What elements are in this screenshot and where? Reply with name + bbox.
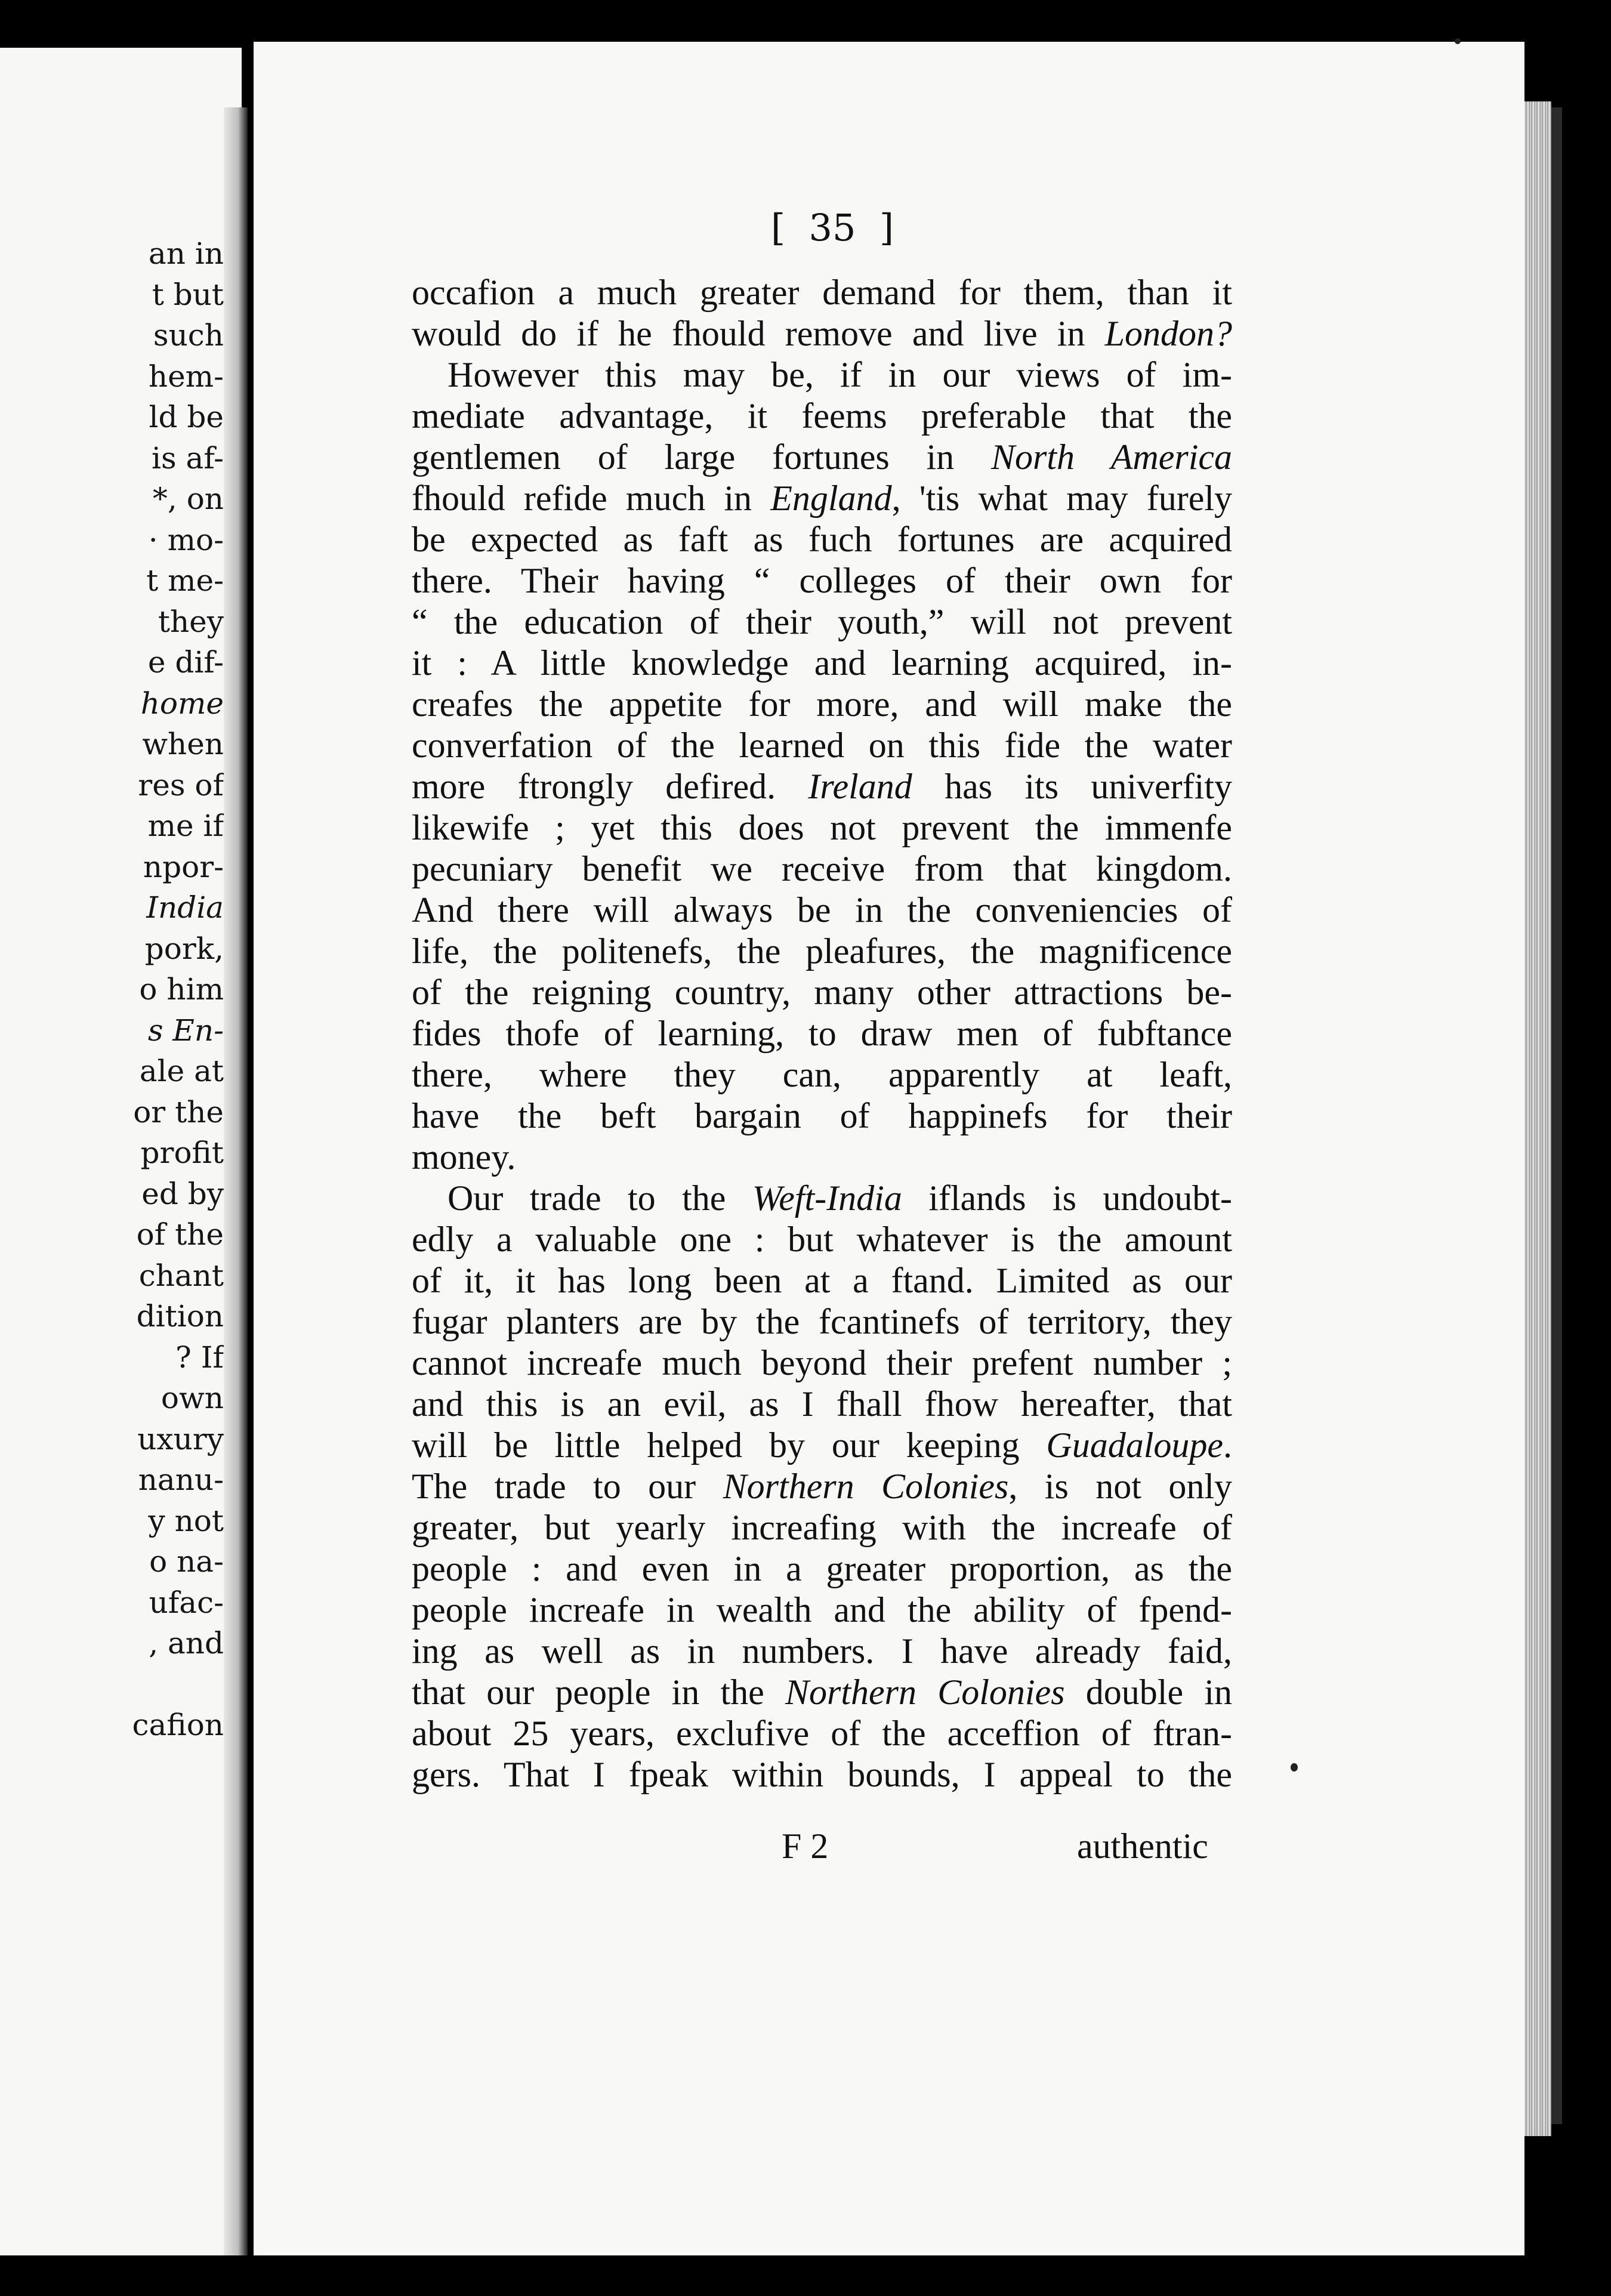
- text-line: occafion a much greater demand for them, than it: [412, 273, 1232, 312]
- text-line: pecuniary benefit we receive from that kingdom.: [412, 849, 1232, 888]
- left-page-line: res of: [138, 767, 224, 803]
- left-page-line: cafion: [132, 1708, 224, 1742]
- text-line: of it, it has long been at a ftand. Limited as our: [412, 1261, 1232, 1300]
- text-line: people increafe in wealth and the ability of fpend-: [412, 1590, 1232, 1630]
- left-page-line: y not: [148, 1503, 224, 1538]
- left-page-line: s En-: [147, 1013, 224, 1048]
- page-edge-shadow: [1551, 107, 1562, 2124]
- left-page-line: ld be: [149, 400, 224, 434]
- left-page-line: dition: [136, 1299, 224, 1334]
- text-line: more ftrongly defired. Ireland has its univerfity: [412, 767, 1232, 806]
- facing-page-left: [0, 48, 242, 2255]
- text-line: creafes the appetite for more, and will make the: [412, 684, 1232, 724]
- left-page-line: me if: [147, 808, 224, 843]
- text-line: The trade to our Northern Colonies, is not only: [412, 1467, 1232, 1506]
- left-page-line: ed by: [141, 1176, 224, 1211]
- text-line: money.: [412, 1137, 516, 1177]
- left-page-line: is af-: [152, 440, 224, 476]
- left-page-line: own: [161, 1381, 224, 1415]
- left-page-line: of the: [136, 1217, 224, 1252]
- left-page-line: · mo-: [148, 522, 224, 557]
- text-line: cannot increafe much beyond their prefent number ;: [412, 1343, 1232, 1382]
- left-page-line: pork,: [144, 931, 224, 966]
- left-page-line: or the: [133, 1094, 224, 1130]
- left-page-line: nanu-: [138, 1462, 224, 1497]
- text-line: people : and even in a greater proportion, as the: [412, 1549, 1232, 1588]
- left-page-line: hem-: [148, 359, 224, 394]
- left-page-line: home: [140, 686, 224, 721]
- text-line: Our trade to the Weft-India iflands is undoubt-: [448, 1178, 1232, 1218]
- text-line: edly a valuable one : but whatever is the amount: [412, 1220, 1232, 1259]
- left-page-line: o him: [139, 972, 224, 1007]
- left-page-line: e dif-: [147, 645, 224, 680]
- text-line: there, where they can, apparently at leaft,: [412, 1055, 1232, 1094]
- text-line: gers. That I fpeak within bounds, I appeal to the: [412, 1755, 1232, 1794]
- left-page-line: India: [146, 890, 224, 925]
- left-page-line: such: [153, 318, 224, 353]
- left-page-line: *, on: [152, 482, 224, 516]
- page-edges: [1524, 101, 1551, 2136]
- text-line: would do if he fhould remove and live in London?: [412, 314, 1232, 353]
- left-page-line: an in: [148, 236, 224, 271]
- text-line: will be little helped by our keeping Guadaloupe.: [412, 1425, 1232, 1465]
- text-line: be expected as faft as fuch fortunes are acquired: [412, 520, 1232, 559]
- left-page-line: when: [142, 727, 224, 761]
- left-page-line: t me-: [146, 563, 224, 598]
- left-page-line: ufac-: [149, 1585, 224, 1620]
- left-page-line: profit: [140, 1135, 224, 1170]
- book-gutter: [224, 107, 248, 2255]
- text-line: mediate advantage, it feems preferable that the: [412, 396, 1232, 436]
- text-line: fhould refide much in England, 'tis what may furely: [412, 479, 1232, 518]
- signature-mark: F 2: [782, 1826, 829, 1866]
- text-line: about 25 years, exclufive of the acceffion of ftran-: [412, 1714, 1232, 1753]
- text-line: likewife ; yet this does not prevent the immenfe: [412, 808, 1232, 847]
- left-page-line: ale at: [139, 1054, 224, 1088]
- catchword: authentic: [1077, 1826, 1208, 1866]
- left-page-line: npor-: [143, 849, 224, 884]
- text-line: have the beft bargain of happinefs for their: [412, 1096, 1232, 1135]
- left-page-line: chant: [138, 1258, 224, 1293]
- text-line: life, the politenefs, the pleafures, the magnificence: [412, 931, 1232, 971]
- text-line: And there will always be in the conveniencies of: [412, 890, 1232, 930]
- text-line: fides thofe of learning, to draw men of fubftance: [412, 1014, 1232, 1053]
- left-page-line: ? If: [175, 1340, 224, 1375]
- left-page-line: uxury: [137, 1421, 224, 1456]
- text-line: of the reigning country, many other attractions be-: [412, 973, 1232, 1012]
- text-line: gentlemen of large fortunes in North America: [412, 437, 1232, 477]
- text-line: fugar planters are by the fcantinefs of territory, they: [412, 1302, 1232, 1341]
- left-page-line: t but: [152, 277, 224, 312]
- text-line: and this is an evil, as I fhall fhow hereafter, that: [412, 1384, 1232, 1424]
- left-page-line: they: [158, 604, 224, 639]
- page-number-header: [ 35 ]: [770, 206, 894, 249]
- text-line: there. Their having “ colleges of their own for: [412, 561, 1232, 600]
- text-line: that our people in the Northern Colonies double in: [412, 1672, 1232, 1712]
- text-line: However this may be, if in our views of im-: [448, 355, 1232, 394]
- text-line: “ the education of their youth,” will not prevent: [412, 602, 1232, 641]
- left-page-line: o na-: [149, 1544, 224, 1579]
- ink-speck: [1455, 38, 1461, 44]
- text-line: converfation of the learned on this fide the water: [412, 726, 1232, 765]
- text-line: ing as well as in numbers. I have already faid,: [412, 1631, 1232, 1671]
- text-line: greater, but yearly increafing with the increafe of: [412, 1508, 1232, 1547]
- text-line: it : A little knowledge and learning acquired, in-: [412, 643, 1232, 683]
- ink-speck: [1291, 1763, 1298, 1772]
- left-page-line: , and: [149, 1626, 224, 1661]
